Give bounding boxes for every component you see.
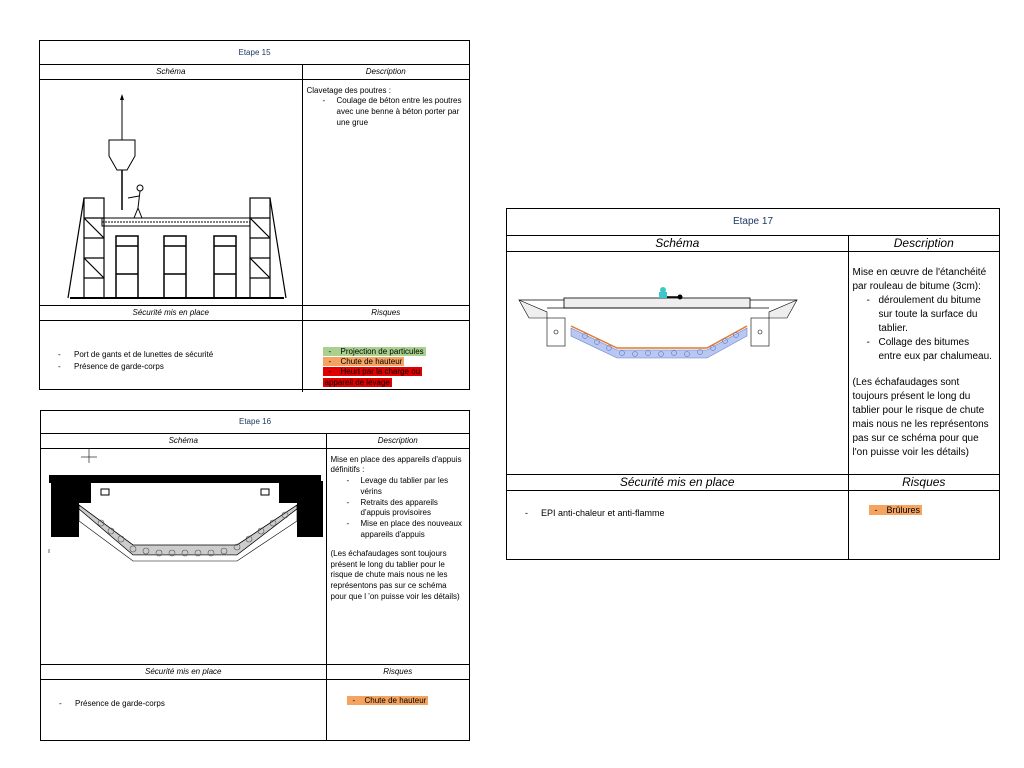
etape-17-title: Etape 17 — [507, 209, 999, 235]
securite-item: - Présence de garde-corps — [59, 698, 318, 710]
schema-header: Schéma — [40, 64, 302, 79]
description-note: (Les échafaudages sont toujours présent le long du tablier pour le risque de chute mais nous ne les représentons pas sur ce schéma pour que l'on puisse voir les détails) — [852, 376, 989, 458]
description-header: Description — [326, 433, 469, 448]
risk-item: - Heurt par la charge ou appareil de levage — [324, 367, 421, 387]
description-cell — [326, 448, 469, 664]
description-item: - déroulement du bitume sur toute la surface du tablier. — [853, 294, 994, 336]
risk-item: - Projection de particules — [323, 347, 466, 357]
description-cell — [848, 251, 999, 474]
etape-15-card — [39, 40, 470, 390]
securite-cell — [41, 679, 326, 740]
description-note: (Les échafaudages sont toujours présent le long du tablier pour le risque de chute mais nous ne les représentons pas sur ce schéma pour que l 'on puisse voir les détails) — [330, 548, 460, 602]
schema-cell — [40, 79, 302, 305]
risques-header: Risques — [302, 305, 469, 320]
risques-cell — [326, 679, 469, 740]
description-item: - Collage des bitumes entre eux par chalumeau. — [853, 336, 994, 364]
description-header: Description — [302, 64, 469, 79]
risques-cell — [302, 320, 469, 392]
description-item: - Levage du tablier par les vérins — [331, 476, 464, 498]
description-item: - Retraits des appareils d'appuis provisoires — [331, 498, 464, 520]
description-header: Description — [848, 235, 999, 251]
description-item: - Mise en place des nouveaux appareils d'appuis — [331, 519, 464, 541]
etape-16-schema — [41, 449, 326, 664]
description-item: - Coulage de béton entre les poutres avec une benne à béton porter par une grue — [307, 96, 464, 128]
schema-header: Schéma — [41, 433, 326, 448]
description-intro: Mise en place des appareils d'appuis définitifs : — [330, 454, 462, 475]
description-intro: Clavetage des poutres : — [306, 85, 391, 95]
securite-cell — [40, 320, 302, 392]
etape-17-card — [506, 208, 1000, 560]
etape-15-schema — [40, 80, 302, 305]
securite-cell — [507, 490, 848, 559]
securite-header: Sécurité mis en place — [41, 664, 326, 679]
securite-header: Sécurité mis en place — [507, 474, 848, 490]
schema-cell — [507, 251, 848, 474]
risk-item: - Chute de hauteur — [347, 696, 466, 706]
securite-item: - EPI anti-chaleur et anti-flamme — [525, 507, 840, 521]
schema-cell — [41, 448, 326, 664]
securite-item: - Présence de garde-corps — [58, 361, 294, 373]
etape-17-schema — [507, 252, 848, 474]
risques-header: Risques — [848, 474, 999, 490]
description-intro: Mise en œuvre de l'étanchéité par rouleau de bitume (3cm): — [852, 266, 987, 292]
description-cell — [302, 79, 469, 305]
schema-header: Schéma — [507, 235, 848, 251]
etape-15-title: Etape 15 — [40, 41, 469, 64]
etape-16-title: Etape 16 — [41, 411, 469, 433]
risques-cell — [848, 490, 999, 559]
securite-item: - Port de gants et de lunettes de sécurité — [58, 349, 294, 361]
etape-16-card — [40, 410, 470, 741]
risk-item: - Brûlures — [869, 505, 996, 517]
risk-item: - Chute de hauteur — [323, 357, 466, 367]
risques-header: Risques — [326, 664, 469, 679]
securite-header: Sécurité mis en place — [40, 305, 302, 320]
